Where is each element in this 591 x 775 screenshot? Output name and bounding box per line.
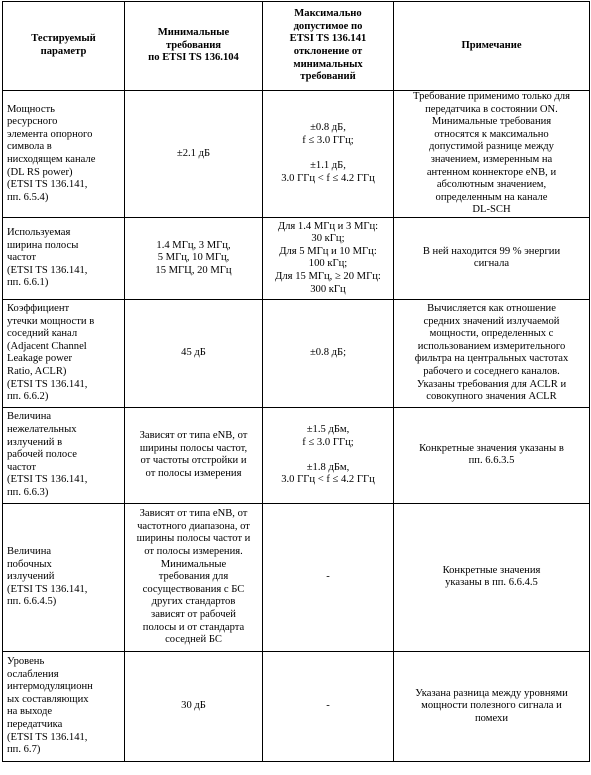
cell-line: требования [165,39,222,51]
cell-line: ых составляющих [7,693,89,705]
cell-line: излучений в [7,436,63,448]
cell-line: Величина [7,411,52,423]
cell-line: пп. 6.6.2) [7,391,49,403]
cell-line: требований [300,71,356,83]
cell-line: фильтра на центральных частотах [414,353,569,365]
cell-line: 3.0 ГГц < f ≤ 4.2 ГГц [281,474,375,486]
max-dev-cell [263,651,394,761]
cell-line: передатчика [7,719,63,731]
cell-line: ±1.5 дБм, [306,423,350,435]
cell-line: относятся к максимально [434,128,549,140]
table-row [3,299,590,407]
note-cell [394,91,590,218]
cell-line: 1.4 МГц, 3 МГц, [156,239,231,251]
cell-line: значением, измеренным на [430,153,553,165]
cell-line: - [326,571,330,583]
min-req-cell [125,407,263,503]
cell-line: ресурсного [7,116,58,128]
min-req-cell [125,91,263,218]
cell-line: Ratio, ACLR) [7,366,67,378]
cell-line: от полосы измерения. [144,545,243,557]
cell-line: (ETSI TS 136.141, [7,264,88,276]
max-dev-cell [263,407,394,503]
cell-line: допустимой разнице между [429,141,554,153]
cell-line: Уровень [7,656,45,668]
cell-line: ширины полосы частот и [136,533,251,545]
param-cell [3,407,125,503]
cell-line: Мощность [7,103,56,115]
cell-line: на выходе [7,706,53,718]
cell-line: использованием измерительного [417,340,566,352]
max-dev-cell [263,217,394,299]
cell-line: частот [7,252,37,264]
table-row [3,217,590,299]
cell-line: Указана разница между уровнями [415,687,568,699]
cell-line: побочных [7,558,52,570]
cell-line: 30 дБ [181,700,206,712]
cell-line: 15 МГЦ, 20 МГц [155,264,232,276]
cell-line: соседней БС [165,634,222,646]
cell-line: Для 1.4 МГц и 3 МГц: [277,220,379,232]
cell-line: Указаны требования для ACLR и [416,378,567,390]
min-req-cell [125,299,263,407]
cell-line: Минимальные [157,27,230,39]
cell-line: (ETSI TS 136.141, [7,583,88,595]
cell-line: 300 кГц [310,283,346,295]
cell-line: других стандартов [151,596,236,608]
cell-line: Используемая [7,226,71,238]
cell-line: ширина полосы [7,239,79,251]
cell-line: ослабления [7,668,59,680]
header-max-deviation [263,2,394,91]
cell-line: от частоты отстройки и [140,455,247,467]
header-min-requirements [125,2,263,91]
cell-line: (ETSI TS 136.141, [7,731,88,743]
cell-line: Тестируемый [31,33,96,45]
cell-line: отклонение от [293,46,363,57]
cell-line: f ≤ 3.0 ГГц; [302,436,354,448]
cell-line: 45 дБ [181,347,206,359]
note-cell [394,503,590,651]
cell-line: 5 МГц, 10 МГц, [157,252,230,264]
cell-line: ширины полосы частот, [139,442,248,454]
param-cell [3,217,125,299]
cell-line: пп. 6.6.3.5 [468,455,515,467]
table-row [3,503,590,651]
param-cell [3,299,125,407]
cell-line: символа в [7,141,52,153]
cell-line: Максимально [294,8,362,20]
cell-line: пп. 6.5.4) [7,191,49,203]
cell-line: ETSI TS 136.141 [289,33,367,45]
cell-line: Конкретные значения [442,564,541,576]
cell-line: пп. 6.6.3) [7,486,49,498]
cell-line: 30 кГц; [311,233,345,245]
cell-line: передатчика в состоянии ON. [425,103,558,115]
cell-line: (ETSI TS 136.141, [7,179,88,191]
header-note [394,2,590,91]
cell-line: Конкретные значения указаны в [419,442,564,454]
cell-line: ±1.1 дБ, [310,160,346,172]
min-req-cell [125,503,263,651]
cell-line: DL-SCH [472,204,511,216]
cell-line: 3.0 ГГц < f ≤ 4.2 ГГц [281,172,375,184]
header-param [3,2,125,91]
cell-line: совокупного значения ACLR [426,391,557,403]
cell-line: рабочего и соседнего каналов. [423,366,560,378]
cell-line: (DL RS power) [7,166,73,178]
min-req-cell [125,217,263,299]
cell-line: соседний канал [7,328,78,340]
cell-line: Зависят от типа eNB, от [139,430,248,442]
cell-line: полосы и от стандарта [142,621,245,633]
cell-line: Коэффициент [7,303,70,315]
min-req-cell [125,651,263,761]
cell-line: мощности, определенных с [429,328,554,340]
param-cell [3,503,125,651]
requirements-table [2,1,590,762]
param-cell [3,91,125,218]
cell-line: от полосы измерения [145,468,242,480]
cell-line: пп. 6.6.1) [7,277,49,289]
cell-line: нисходящем канале [7,153,96,165]
cell-line: элемента опорного [7,128,93,140]
cell-line: пп. 6.6.4.5) [7,596,57,608]
cell-line: абсолютным значением, [436,179,547,191]
cell-line: минимальных [293,58,363,70]
cell-line: излучений [7,571,55,583]
cell-line: 100 кГц; [308,258,348,270]
cell-line: - [326,700,330,712]
cell-line: Для 15 МГц, ≥ 20 МГц: [275,271,381,283]
max-dev-cell [263,91,394,218]
param-cell [3,651,125,761]
cell-line: зависят от рабочей [151,608,236,620]
line-gap [266,148,390,161]
cell-line: антенном коннекторе eNB, и [426,166,557,178]
cell-line: утечки мощности в [7,315,95,327]
line-gap [266,449,390,462]
cell-line: рабочей полосе [7,449,77,461]
cell-line: частот [7,461,37,473]
max-dev-cell [263,503,394,651]
max-dev-cell [263,299,394,407]
cell-line: параметр [40,46,87,57]
cell-line: Вычисляется как отношение [427,303,556,315]
cell-line: ±1.8 дБм, [306,461,350,473]
cell-line: (ETSI TS 136.141, [7,474,88,486]
cell-line: Минимальные [160,558,227,570]
cell-line: допустимое по [293,20,363,32]
cell-line: Для 5 МГц и 10 МГц: [279,245,377,257]
cell-line: помехи [475,712,508,724]
cell-line: Минимальные требования [431,116,552,128]
cell-line: (ETSI TS 136.141, [7,378,88,390]
cell-line: частотного диапазона, от [137,520,250,532]
cell-line: f ≤ 3.0 ГГц; [302,135,354,147]
cell-line: мощности полезного сигнала и [421,700,562,712]
note-cell [394,651,590,761]
cell-line: указаны в пп. 6.6.4.5 [445,577,538,589]
cell-line: по ETSI TS 136.104 [148,52,239,64]
cell-line: (Adjacent Channel [7,340,87,352]
table-row [3,407,590,503]
cell-line: средних значений излучаемой [423,315,560,327]
cell-line: сигнала [473,258,510,270]
note-cell [394,217,590,299]
cell-line: ±0.8 дБ, [310,122,346,134]
cell-line: Leakage power [7,353,72,365]
cell-line: Примечание [461,39,522,51]
note-cell [394,299,590,407]
cell-line: Величина [7,545,52,557]
cell-line: ±0.8 дБ; [309,347,347,359]
cell-line: сосуществования с БС [142,583,245,595]
note-cell [394,407,590,503]
cell-line: пп. 6.7) [7,744,41,756]
cell-line: нежелательных [7,423,77,435]
table-row [3,91,590,218]
header-row [3,2,590,91]
cell-line: Зависят от типа eNB, от [139,508,248,520]
cell-line: интермодуляционн [7,681,93,693]
table-row [3,651,590,761]
cell-line: Требование применимо только для [413,91,570,102]
cell-line: определенным на канале [435,191,548,203]
cell-line: требования для [158,571,229,583]
cell-line: ±2.1 дБ [176,147,211,159]
cell-line: В ней находится 99 % энергии [422,245,561,257]
